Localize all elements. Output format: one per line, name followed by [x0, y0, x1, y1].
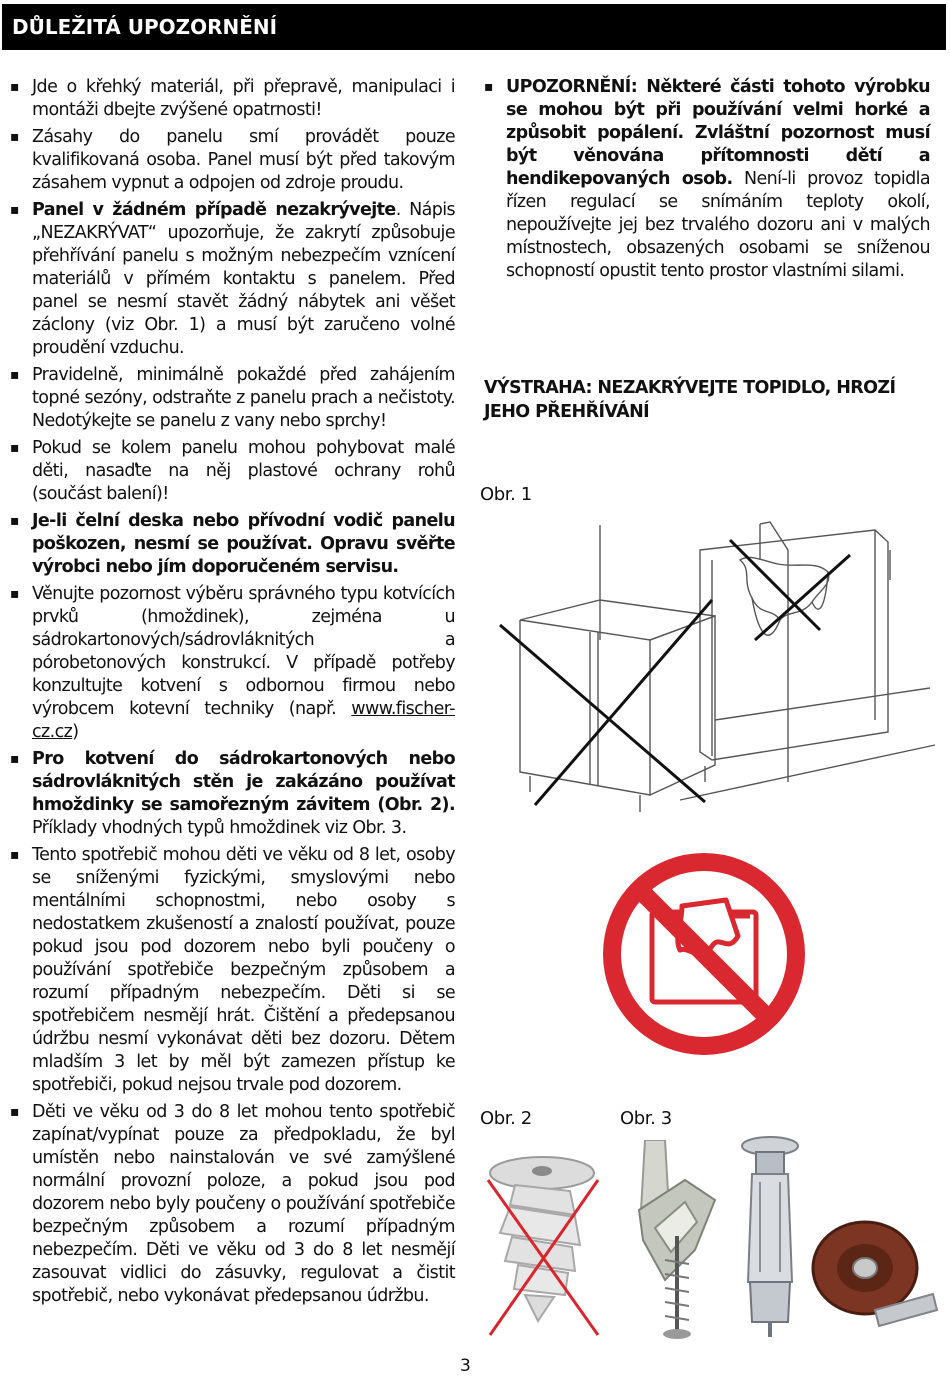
- list-item: ▪ Věnujte pozornost výběru správného typu kotvících prvků (hmoždinek), zejména u sádrokartonových/sádrovláknitých a pórobetonových konstrukcí. V případě potřeby konzultujte kotvení s odbornou firmou nebo výrobcem kotevní techniky (např. www.fischer-cz.cz): [10, 583, 455, 744]
- figure-3-plastic-anchor: [625, 1140, 725, 1340]
- figure-1-illustration: [490, 520, 940, 820]
- list-item: ▪ Tento spotřebič mohou děti ve věku od 8 let, osoby se sníženými fyzickými, smyslovými nebo mentálními schopnostmi, nebo osoby s nedostatkem zkušeností a znalostí používat, pouze pokud jsou pod dozorem nebo byli poučeny o používání spotřebiče bezpečným způsobem a rozumí případným nebezpečím. Děti si se spotřebičem nesmějí hrát. Čištění a předepsanou údržbu nesmí vykonávat děti bez dozoru. Dětem mladším 3 let by měl být zamezen přístup ke spotřebiči, pokud nejsou trvale pod dozorem.: [10, 844, 455, 1097]
- cabinet-top: [520, 600, 715, 640]
- list-item: ▪ Panel v žádném případě nezakrývejte. Nápis „NEZAKRÝVAT“ upozorňuje, že zakrytí způsobuje přehřívání panelu s možným nebezpečím vznícení materiálů v přímém kontaktu s panelem. Před panel se nesmí stavět žádný nábytek ani věšet záclony (viz Obr. 1) a musí být zaručeno volné proudění vzduchu.: [10, 199, 455, 360]
- list-item: ▪ Pro kotvení do sádrokartonových nebo sádrovláknitých stěn je zakázáno používat hmoždinky se samořezným závitem (Obr. 2). Příklady vhodných typů hmoždinek viz Obr. 3.: [10, 748, 455, 840]
- list-item: ▪ Jde o křehký materiál, při přepravě, manipulaci i montáži dbejte zvýšené opatrnosti!: [10, 76, 455, 122]
- header-title: DŮLEŽITÁ UPOZORNĚNÍ: [12, 15, 278, 39]
- list-item: ▪ Je-li čelní deska nebo přívodní vodič panelu poškozen, nesmí se používat. Opravu svěřte výrobci nebo jím doporučeném servisu.: [10, 510, 455, 579]
- figure-1-label: Obr. 1: [480, 484, 532, 505]
- figure-2-label: Obr. 2: [480, 1108, 532, 1129]
- left-column: [10, 76, 455, 1312]
- list-item: ▪ Děti ve věku od 3 do 8 let mohou tento spotřebič zapínat/vypínat pouze za předpokladu, že byl umístěn nebo nainstalován ve své zamýšlené normální provozní poloze, a pokud jsou pod dozorem nebo byly poučeny o používání spotřebiče bezpečným způsobem a rozumí případným nebezpečím. Děti ve věku od 3 do 8 let nesmějí zasouvat vidlici do zásuvky, regulovat a čistit spotřebič, nebo vykonávat předepsanou údržbu.: [10, 1101, 455, 1308]
- figure-3-anchor-cap: [805, 1210, 945, 1340]
- list-item: ▪ Pravidelně, minimálně pokaždé před zahájením topné sezóny, odstraňte z panelu prach a nečistoty. Nedotýkejte se panelu z vany nebo sprchy!: [10, 364, 455, 433]
- warning-heading: VÝSTRAHA: NEZAKRÝVEJTE TOPIDLO, HROZÍ JEHO PŘEHŘÍVÁNÍ: [484, 378, 896, 422]
- list-item: ▪ Zásahy do panelu smí provádět pouze kvalifikovaná osoba. Panel musí být před takovým zásahem vypnut a odpojen od zdroje proudu.: [10, 126, 455, 195]
- fischer-link[interactable]: www.fischer-cz.cz: [32, 699, 455, 742]
- caution-item: ▪ UPOZORNĚNÍ: Některé části tohoto výrobku se mohou být při používání velmi horké a způsobit popálení. Zvláštní pozornost musí být věnována přítomnosti dětí a hendikepovaných osob. Není-li provoz topidla řízen regulací se snímáním teploty okolí, nepoužívejte jej bez trvalého dozoru ani v malých místnostech, obsazených osobami se sníženou schopností opustit tento prostor vlastními silami.: [484, 76, 930, 283]
- figure-3-label: Obr. 3: [620, 1108, 672, 1129]
- right-column: [484, 76, 930, 287]
- page-number: 3: [460, 1356, 471, 1376]
- figure-2-self-tapping-anchor: [480, 1145, 615, 1345]
- page-header: [2, 4, 946, 50]
- no-cover-prohibition-sign: [600, 850, 810, 1060]
- figure-3-metal-cavity-anchor: [730, 1132, 810, 1342]
- cloth-on-heater: [740, 557, 829, 620]
- prohibition-crosses: [500, 540, 850, 805]
- list-item: ▪ Pokud se kolem panelu mohou pohybovat malé děti, nasaďte na něj plastové ochrany rohů (součást balení)!: [10, 437, 455, 506]
